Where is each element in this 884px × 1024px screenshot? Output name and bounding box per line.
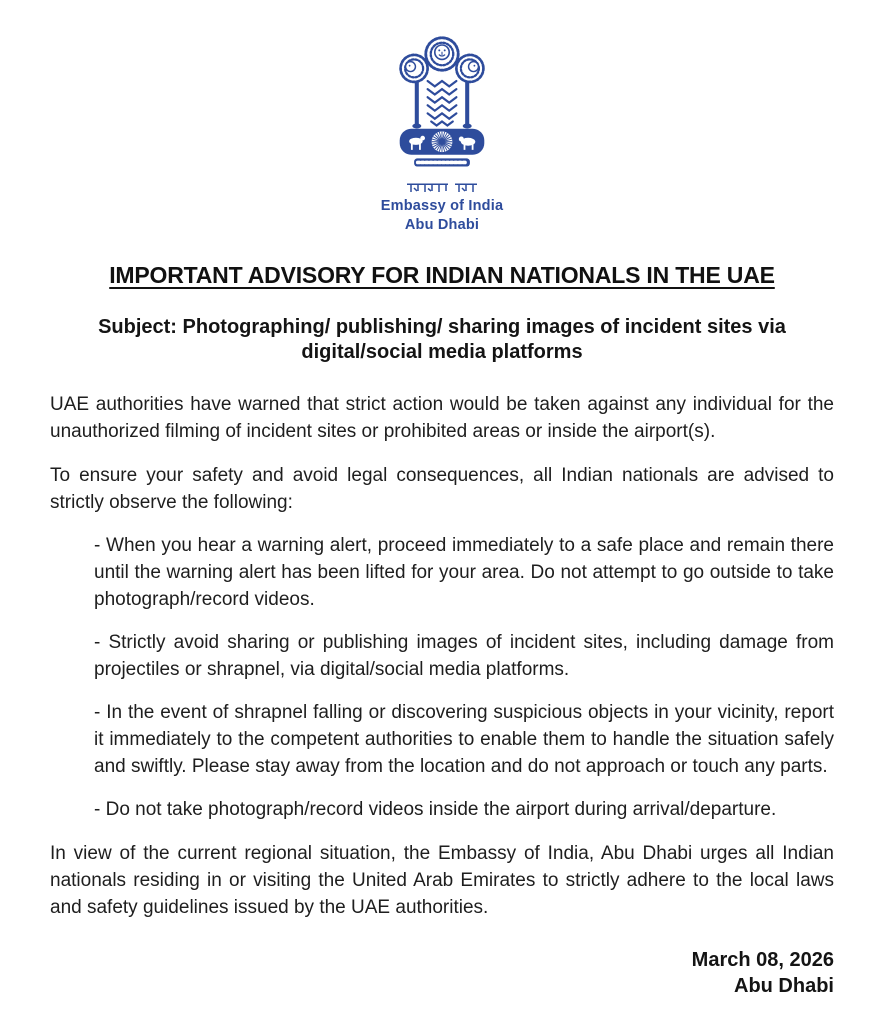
subject-line-2: digital/social media platforms: [301, 341, 583, 363]
intro-paragraph-1: UAE authorities have warned that strict action would be taken against any individual for the unauthorized filming of incident sites or prohibited areas or inside the airport(s).: [50, 394, 834, 442]
embassy-city: Abu Dhabi: [404, 217, 480, 233]
state-emblem-of-india-icon: [388, 24, 496, 174]
date-line: March 08, 2026: [691, 949, 834, 971]
advisory-point-3: - In the event of shrapnel falling or discovering suspicious objects in your vicinity, report it immediately to the competent authorities to enable them to handle the situation safely and swiftly. Please stay away from the location and do not approach or touch any parts.: [94, 702, 834, 777]
closing-paragraph: In view of the current regional situation, the Embassy of India, Abu Dhabi urges all Indian nationals residing in or visiting the United Arab Emirates to strictly adhere to the local laws and safety guidelines issued by the UAE authorities.: [50, 843, 834, 918]
place-line: Abu Dhabi: [734, 975, 834, 997]
advisory-point-1: - When you hear a warning alert, proceed immediately to a safe place and remain there until the warning alert has been lifted for your area. Do not attempt to go outside to take photograph/record videos.: [94, 535, 834, 610]
advisory-title: IMPORTANT ADVISORY FOR INDIAN NATIONALS IN THE UAE: [109, 262, 775, 288]
signature-block: [50, 947, 834, 999]
advisory-points-list: [94, 532, 834, 823]
letterhead: [50, 24, 834, 235]
motto-satyameva-jayate: [406, 182, 478, 195]
advisory-point-4: - Do not take photograph/record videos inside the airport during arrival/departure.: [94, 799, 777, 820]
subject-heading: [50, 315, 834, 365]
advisory-point-2: - Strictly avoid sharing or publishing images of incident sites, including damage from projectiles or shrapnel, via digital/social media platforms.: [94, 632, 834, 680]
intro-paragraph-2: To ensure your safety and avoid legal consequences, all Indian nationals are advised to strictly observe the following:: [50, 465, 834, 513]
embassy-name: Embassy of India: [380, 198, 504, 214]
subject-line-1: Subject: Photographing/ publishing/ sharing images of incident sites via: [98, 316, 786, 338]
